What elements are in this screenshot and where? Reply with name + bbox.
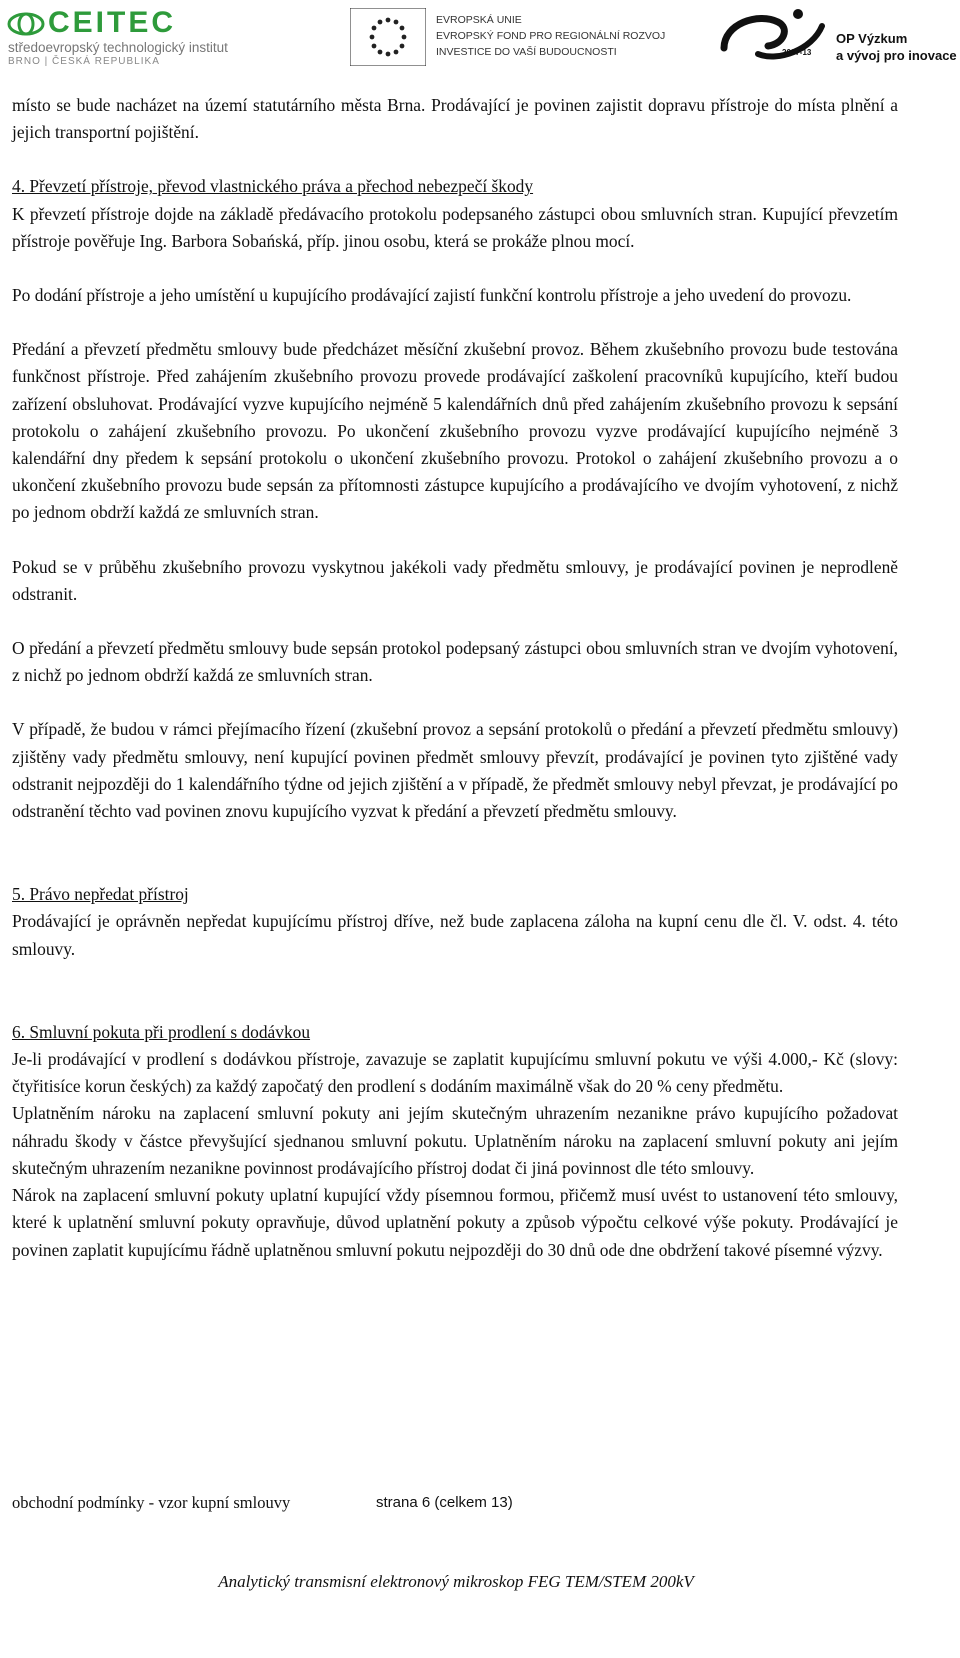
intro-paragraph: místo se bude nacházet na území statutárního města Brna. Prodávající je povinen zajistit dopravu přístroje do místa plnění a jejich transportní pojištění. bbox=[12, 95, 898, 143]
eu-line-2: EVROPSKÝ FOND PRO REGIONÁLNÍ ROZVOJ bbox=[436, 30, 666, 42]
eu-line-1: EVROPSKÁ UNIE bbox=[436, 14, 522, 26]
section-4-paragraph-4: Pokud se v průběhu zkušebního provozu vyskytnou jakékoli vady předmětu smlouvy, je prodávající povinen je neprodleně odstranit. bbox=[12, 556, 898, 604]
section-6-paragraph-2: Uplatněním nároku na zaplacení smluvní pokuty ani jejím skutečným uhrazením nezanikne právo kupujícího požadovat náhradu škody v částce převyšující sjednanou smluvní pokutu. Uplatněním nároku na zaplacení smluvní pokuty ani jejím skutečným uhrazením nezanikne povinnost prodávajícího přístroj dodat či jiná povinnost dle této smlouvy. bbox=[12, 1103, 898, 1178]
section-4-paragraph-2: Po dodání přístroje a jeho umístění u kupujícího prodávající zajistí funkční kontrolu přístroje a jeho uvedení do provozu. bbox=[12, 285, 852, 306]
op-swoosh-icon bbox=[718, 4, 830, 70]
op-line-1: OP Výzkum bbox=[836, 31, 908, 46]
ceitec-leaf-icon bbox=[6, 10, 46, 38]
document-title-footer: Analytický transmisní elektronový mikroskop FEG TEM/STEM 200kV bbox=[218, 1572, 694, 1591]
ceitec-location: BRNO | ČESKÁ REPUBLIKA bbox=[8, 56, 160, 67]
section-6-heading: 6. Smluvní pokuta při prodlení s dodávkou bbox=[12, 1021, 311, 1042]
op-line-2: a vývoj pro inovace bbox=[836, 48, 957, 63]
op-vavpi-logo bbox=[718, 4, 958, 70]
ceitec-logo bbox=[4, 4, 304, 68]
op-years: 2007-13 bbox=[782, 48, 812, 57]
section-6-paragraph-3: Nárok na zaplacení smluvní pokuty uplatní kupující vždy písemnou formou, přičemž musí uvést to ustanovení této smlouvy, které k uplatnění smluvní pokuty opravňuje, důvod uplatnění pokuty a způsob výpočtu celkové výše pokuty. Prodávající je povinen zaplatit kupujícímu řádně uplatněnou smluvní pokutu nejpozději do 30 dnů ode dne obdržení takové písemné výzvy. bbox=[12, 1185, 898, 1260]
op-text bbox=[836, 30, 957, 64]
section-5-heading: 5. Právo nepředat přístroj bbox=[12, 884, 189, 905]
eu-flag-icon bbox=[350, 8, 426, 66]
section-4-heading: 4. Převzetí přístroje, převod vlastnického práva a přechod nebezpečí škody bbox=[12, 176, 534, 197]
section-4-paragraph-1: K převzetí přístroje dojde na základě předávacího protokolu podepsaného zástupci obou smluvních stran. Kupující převzetím přístroje pověřuje Ing. Barbora Sobańská, příp. jinou osobu, která se prokáže plnou mocí. bbox=[12, 203, 898, 251]
footer-page-number: strana 6 (celkem 13) bbox=[376, 1494, 513, 1511]
eu-logo bbox=[350, 6, 670, 68]
ceitec-subtitle: středoevropský technologický institut bbox=[8, 40, 228, 55]
eu-text bbox=[436, 12, 665, 60]
document-body bbox=[12, 92, 898, 1264]
page-footer bbox=[12, 1493, 898, 1519]
section-5-paragraph-1: Prodávající je oprávněn nepředat kupujícímu přístroj dříve, než bude zaplacena záloha na kupní cenu dle čl. V. odst. 4. této smlouvy. bbox=[12, 911, 898, 959]
ceitec-name: CEITEC bbox=[48, 6, 177, 39]
section-4-paragraph-6: V případě, že budou v rámci přejímacího řízení (zkušební provoz a sepsání protokolů o předání a převzetí předmětu smlouvy) zjištěny vady předmětu smlouvy, není kupující povinen předmět smlouvy převzít, prodávající je povinen tyto zjištěné vady odstranit nejpozději do 1 kalendářního týdne od jejich zjištění a v případě, že předmět smlouvy nebyl převzat, je prodávající po odstranění těchto vad povinen znovu kupujícího vyzvat k předání a převzetí předmětu smlouvy. bbox=[12, 719, 898, 822]
footer-doc-name: obchodní podmínky - vzor kupní smlouvy bbox=[12, 1493, 291, 1512]
section-4-paragraph-5: O předání a převzetí předmětu smlouvy bude sepsán protokol podepsaný zástupci obou smluvních stran ve dvojím vyhotovení, z nichž po jednom obdrží každá ze smluvních stran. bbox=[12, 638, 898, 686]
eu-line-3: INVESTICE DO VAŠÍ BUDOUCNOSTI bbox=[436, 46, 617, 58]
section-4-paragraph-3: Předání a převzetí předmětu smlouvy bude předcházet měsíční zkušební provoz. Během zkušebního provozu bude testována funkčnost přístroje. Před zahájením zkušebního provozu provede prodávající zaškolení pracovníků kupujícího, kteří budou zařízení obsluhovat. Prodávající vyzve kupujícího nejméně 5 kalendářních dnů před zahájením zkušebního provozu k sepsání protokolu o zahájení zkušebního provozu. Po ukončení zkušebního provozu vyzve prodávající kupujícího nejméně 3 kalendářní dny předem k sepsání protokolu o ukončení zkušebního provozu. Protokol o zahájení zkušebního provozu a o ukončení zkušebního provozu bude sepsán za přítomnosti zástupce kupujícího a prodávajícího ve dvojím vyhotovení, z nichž po jednom obdrží každá ze smluvních stran. bbox=[12, 339, 898, 523]
page-header bbox=[0, 0, 960, 72]
section-6-paragraph-1: Je-li prodávající v prodlení s dodávkou přístroje, zavazuje se zaplatit kupujícímu smluvní pokutu ve výši 4.000,- Kč (slovy: čtyřitisíce korun českých) za každý započatý den prodlení s dodáním maximálně však do 20 % ceny předmětu. bbox=[12, 1049, 898, 1097]
